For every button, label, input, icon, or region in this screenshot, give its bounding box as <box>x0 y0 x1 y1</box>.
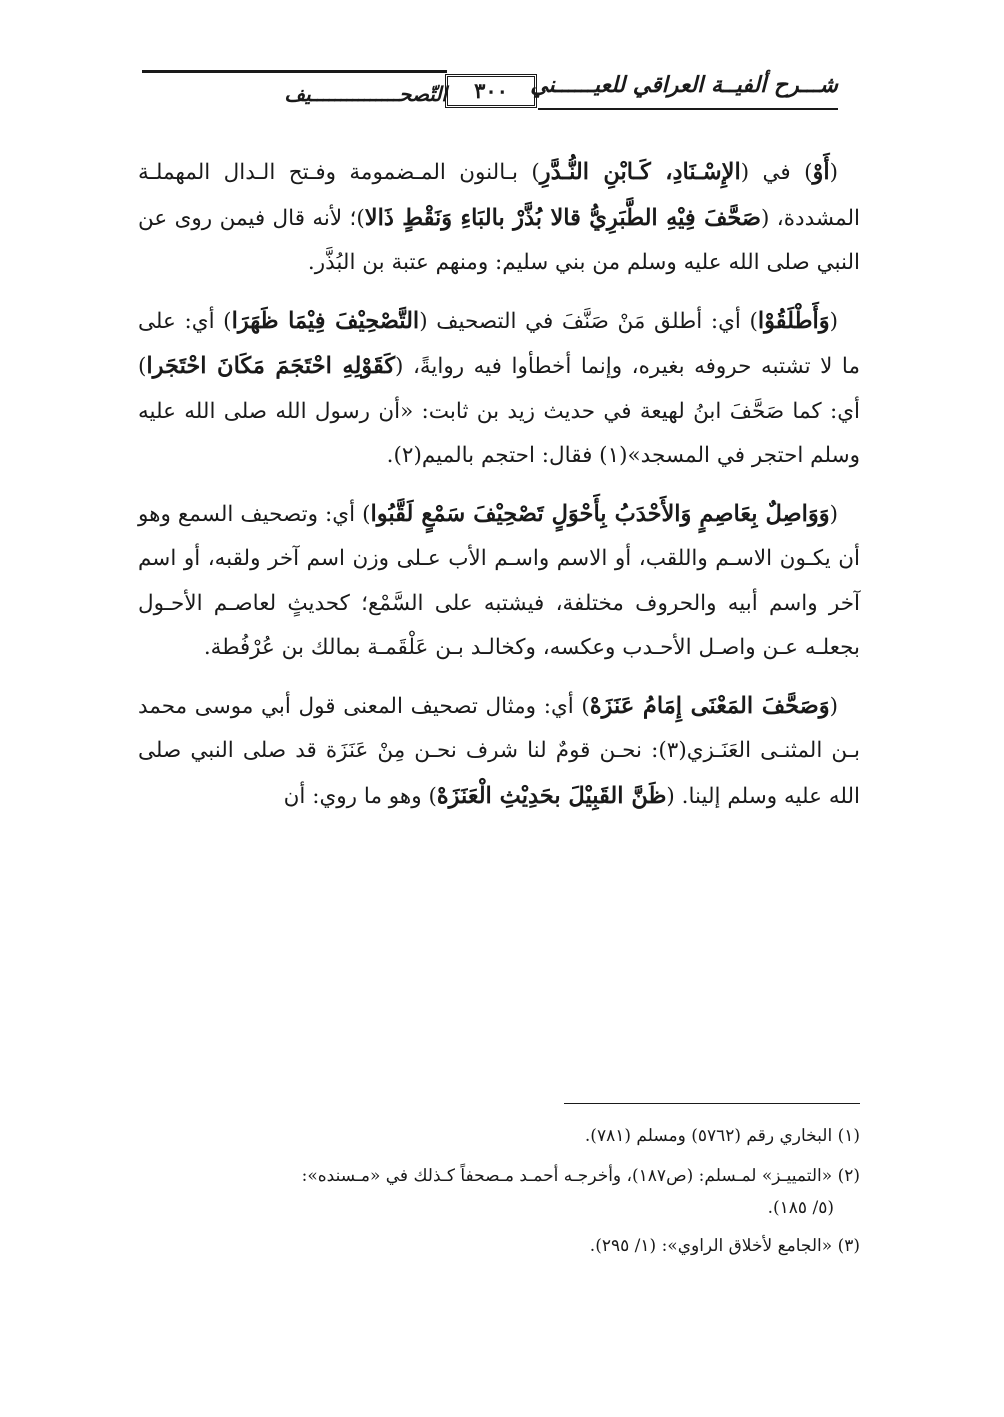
text-segment: ) أي: على ما لا تشتبه حروفه بغيره، وإنما أخطأوا فيه روايةً، ( <box>138 308 860 379</box>
text-segment: ) أي: وتصحيف السمع وهو أن يكـون الاسـم واللقب، أو الاسم واسـم الأب عـلى وزن اسم آخر ولقبه، أو اسم آخر واسم أبيه والحروف مختلفة، فيشتبه على السَّمْع؛ كحديثٍ لعاصـم الأحـول بجعلـه عـن واصـل الأحـدب وعكسه، وكخالـد بـن عَلْقَمـة بمالك بن عُرْفُطة. <box>138 501 860 660</box>
paragraph <box>138 684 860 820</box>
verse-text: ظَنَّ القَبِيْلَ بحَدِيْثِ الْعَنَزَهْ <box>436 782 667 809</box>
text-segment: )؛ لأنه قال فيمن روى عن النبي صلى الله عليه وسلم من بني سليم: ومنهم عتبة بن البُذَّر. <box>138 205 860 275</box>
text-segment: ) أي: أطلق مَنْ صَنَّفَ في التصحيف ( <box>419 308 758 334</box>
text-segment: ) وهو ما روي: أن <box>283 783 437 809</box>
paragraph <box>138 299 860 479</box>
paragraph <box>138 150 860 286</box>
text-segment: ( <box>829 693 839 719</box>
main-text <box>138 150 860 832</box>
running-header <box>142 62 838 118</box>
chapter-title: التّصحـــــــــــــــيف <box>284 82 447 106</box>
verse-text: أَوْ <box>812 159 830 185</box>
book-title: شـــرح ألفيــة العراقي للعيــــــني <box>530 72 838 98</box>
text-segment: ) أي: كما صَحَّفَ ابنُ لهيعة في حديث زيد بن ثابت: «أن رسول الله صلى الله عليه وسلم احتجر في المسجد»(١) فقال: احتجم بالميم(٢). <box>138 354 860 468</box>
text-segment: ( <box>829 308 839 334</box>
verse-text: التَّصْحِيْفَ فِيْمَا ظَهَرَا <box>231 307 420 334</box>
text-segment: ( <box>829 160 838 185</box>
paragraph <box>138 492 860 671</box>
footnote: (٣) «الجامع لأخلاق الراوي»: (١/ ٢٩٥). <box>589 1236 860 1256</box>
text-segment: ) أي: ومثال تصحيف المعنى قول أبي موسى محمد بـن المثنـى العَنَـزي(٣): نحـن قومٌ لنا شرف نحـن مِنْ عَنَزَة قد صلى النبي صلى الله عليه وسلم إلينا. ( <box>138 693 860 809</box>
footnote: (١) البخاري رقم (٥٧٦٢) ومسلم (٧٨١). <box>584 1126 860 1146</box>
verse-text: وَأَطْلَقُوْا <box>757 307 830 334</box>
page-number: ٣٠٠ <box>445 74 537 108</box>
header-rule-top <box>142 70 447 73</box>
text-segment: ) بـالنون المـضمومة وفـتح الـدال المهملـة المشددة، ( <box>138 160 860 231</box>
text-segment: ) في ( <box>740 160 813 185</box>
footnotes <box>138 1118 860 1268</box>
footnote-continuation: (٥/ ١٨٥). <box>767 1198 834 1218</box>
header-rule-bottom <box>538 108 838 110</box>
footnote: (٢) «التمييـز» لمـسلم: (ص١٨٧)، وأخرجـه أحمـد مـصحفاً كـذلك في «مـسنده»: <box>301 1166 860 1186</box>
footnote-separator <box>564 1103 860 1104</box>
verse-text: وَوَاصِلٌ بِعَاصِمٍ وَالأَحْدَبُ بِأَحْوَلٍ تَصْحِيْفَ سَمْعٍ لَقَّبُوا <box>370 500 830 527</box>
verse-text: وَصَحَّفَ المَعْنَى إِمَامُ عَنَزَهْ <box>589 692 830 719</box>
text-segment: ( <box>829 501 838 527</box>
verse-text: كَقَوْلِهِ احْتَجَمَ مَكَانَ احْتَجَرا <box>146 353 396 379</box>
verse-text: صَحَّفَ فِيْهِ الطَّبَرِيُّ قالا بُذَّرْ بالبَاءِ وَنَقْطٍ ذَالا <box>364 204 762 231</box>
verse-text: الإِسْـنَادِ، كَـابْنِ النُّـدَّرِ <box>539 159 741 185</box>
